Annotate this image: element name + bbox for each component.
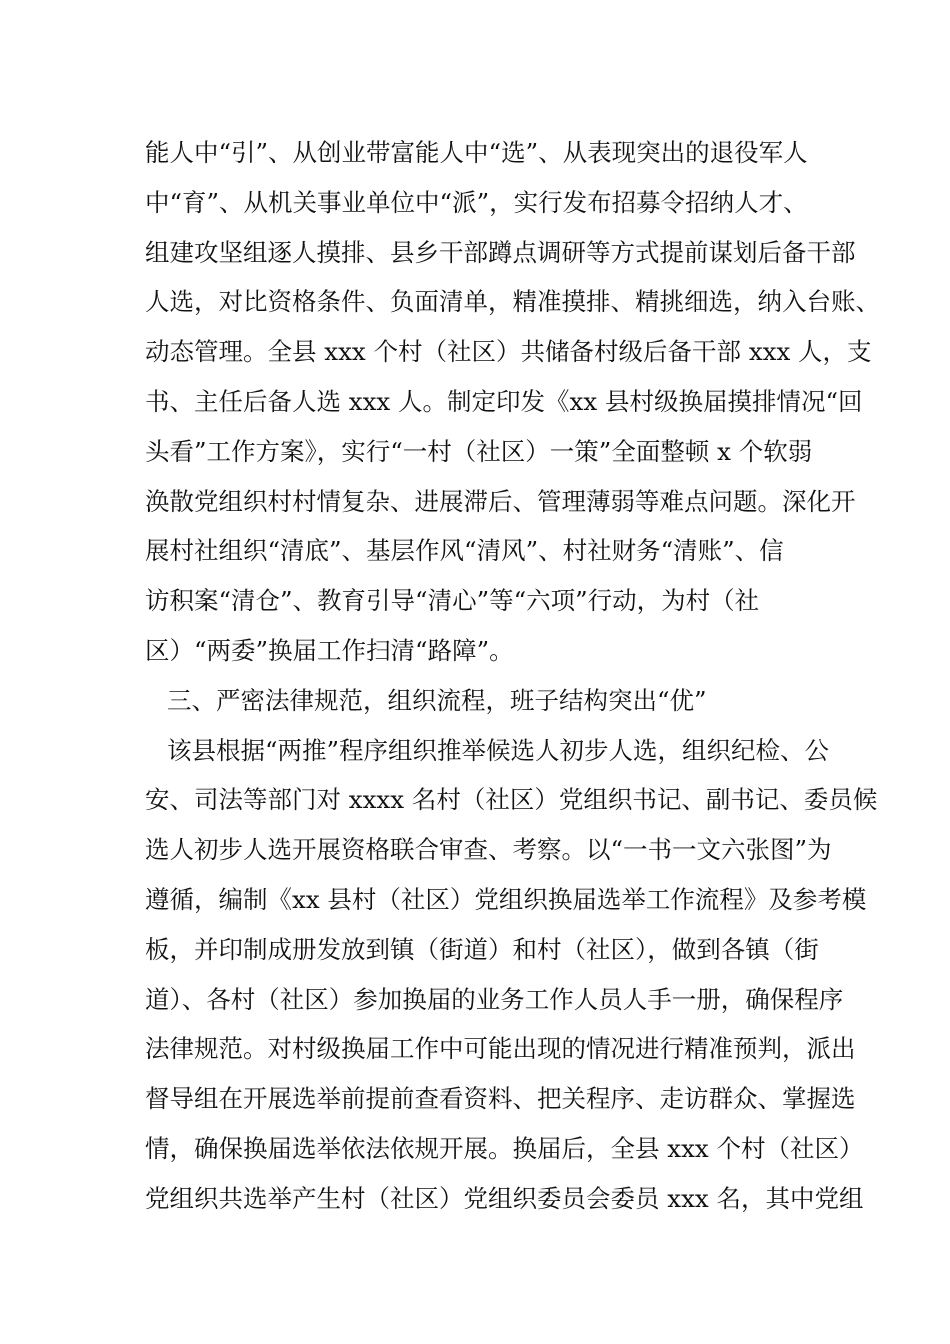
text-line: 组建攻坚组逐人摸排、县乡干部蹲点调研等方式提前谋划后备干部 bbox=[145, 237, 856, 267]
text-line: 展村社组织“清底”、基层作风“清风”、村社财务“清账”、信 bbox=[145, 536, 784, 566]
text-line: 人选，对比资格条件、负面清单，精准摸排、精挑细选，纳入台账、 bbox=[145, 287, 880, 317]
text-line: 头看”工作方案》，实行“一村（社区）一策”全面整顿 x 个软弱 bbox=[145, 436, 813, 466]
text-line: 涣散党组织村村情复杂、进展滞后、管理薄弱等难点问题。深化开 bbox=[145, 486, 856, 516]
text-line: 安、司法等部门对 xxxx 名村（社区）党组织书记、副书记、委员候 bbox=[145, 785, 878, 815]
text-line: 书、主任后备人选 xxx 人。制定印发《xx 县村级换届摸排情况“回 bbox=[145, 386, 863, 416]
text-line: 动态管理。全县 xxx 个村（社区）共储备村级后备干部 xxx 人，支 bbox=[145, 337, 872, 367]
text-line: 遵循，编制《xx 县村（社区）党组织换届选举工作流程》及参考模 bbox=[145, 884, 867, 914]
text-line: 督导组在开展选举前提前查看资料、把关程序、走访群众、掌握选 bbox=[145, 1084, 856, 1114]
text-line: 中“育”、从机关事业单位中“派”，实行发布招募令招纳人才、 bbox=[145, 187, 808, 217]
text-line: 情，确保换届选举依法依规开展。换届后，全县 xxx 个村（社区） bbox=[145, 1133, 864, 1163]
text-line: 选人初步人选开展资格联合审查、考察。以“一书一文六张图”为 bbox=[145, 835, 832, 865]
text-line: 区）“两委”换届工作扫清“路障”。 bbox=[145, 635, 514, 665]
text-line: 道）、各村（社区）参加换届的业务工作人员人手一册，确保程序 bbox=[145, 984, 844, 1014]
text-line: 能人中“引”、从创业带富能人中“选”、从表现突出的退役军人 bbox=[145, 138, 808, 167]
section-heading: 三、严密法律规范，组织流程，班子结构突出“优” bbox=[167, 685, 707, 715]
text-line: 法律规范。对村级换届工作中可能出现的情况进行精准预判，派出 bbox=[145, 1034, 856, 1064]
text-line: 党组织共选举产生村（社区）党组织委员会委员 xxx 名，其中党组 bbox=[145, 1183, 864, 1213]
text-line: 板，并印制成册发放到镇（街道）和村（社区），做到各镇（街 bbox=[145, 934, 819, 964]
paragraph-first-line: 该县根据“两推”程序组织推举候选人初步人选，组织纪检、公 bbox=[167, 735, 830, 765]
document-body bbox=[145, 131, 880, 1227]
text-line: 访积案“清仓”、教育引导“清心”等“六项”行动，为村（社 bbox=[145, 586, 760, 616]
